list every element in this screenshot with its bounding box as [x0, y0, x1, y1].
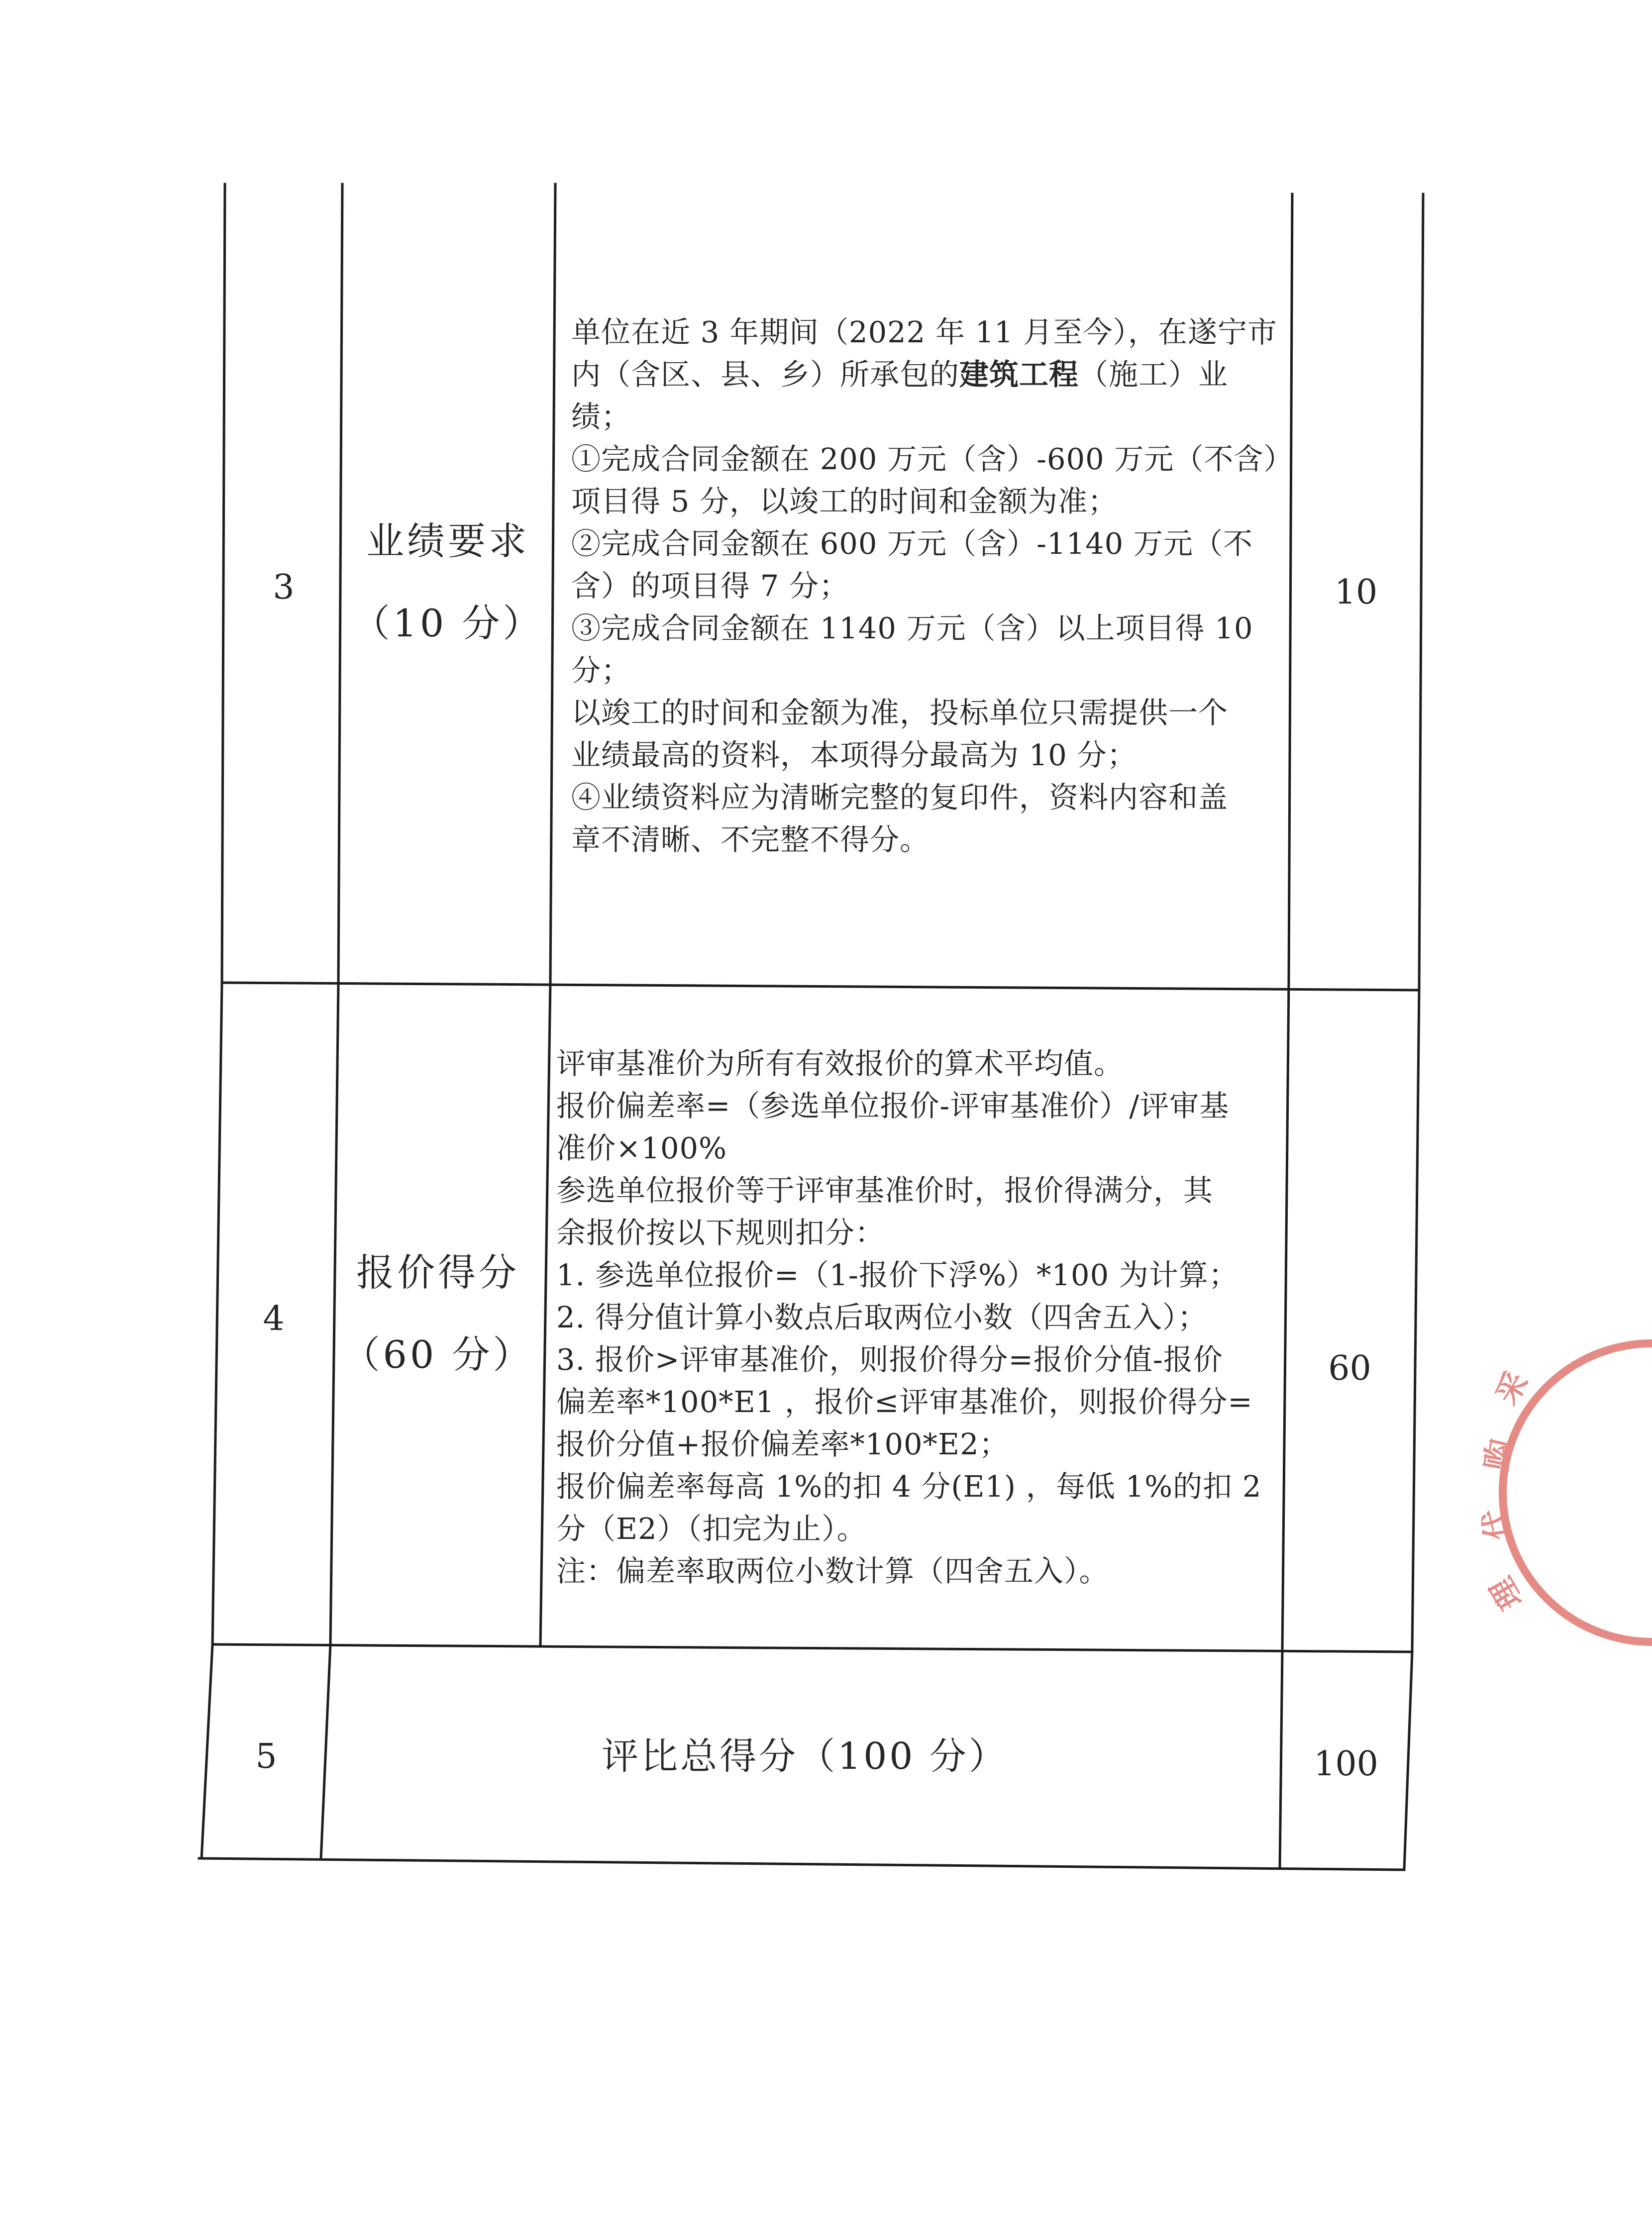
criteria-line: ④业绩资料应为清晰完整的复印件，资料内容和盖	[571, 780, 1229, 814]
seal-char: 购	[1477, 1436, 1519, 1473]
row-4-criteria	[556, 1042, 1261, 1592]
criteria-line: ③完成合同金额在 1140 万元（含）以上项目得 10	[571, 611, 1253, 645]
bold-phrase: 建筑工程	[959, 357, 1079, 392]
row-3-criteria	[571, 311, 1293, 861]
criteria-line: 2. 得分值计算小数点后取两位小数（四舍五入）；	[556, 1300, 1208, 1334]
row-4-item-name	[333, 1204, 542, 1423]
row-3-item-points: （10 分）	[352, 601, 544, 645]
criteria-line: 3. 报价>评审基准价，则报价得分=报价分值-报价	[556, 1342, 1223, 1377]
row-3-item-name	[343, 488, 552, 677]
criteria-line: 章不清晰、不完整不得分。	[571, 822, 930, 857]
criteria-line: 报价分值+报价偏差率*100*E2；	[556, 1427, 1009, 1461]
criteria-line: 内（含区、县、乡）所承包的建筑工程（施工）业	[571, 357, 1229, 392]
table-line	[222, 983, 1419, 990]
criteria-line: 单位在近 3 年期间（2022 年 11 月至今），在遂宁市	[571, 315, 1278, 349]
seal-char: 代	[1476, 1507, 1517, 1542]
row-4-item-points: （60 分）	[342, 1332, 534, 1377]
row-3-score: 10	[1334, 572, 1378, 612]
criteria-line: 余报价按以下规则扣分：	[556, 1216, 885, 1250]
criteria-line: 分；	[571, 653, 631, 688]
criteria-line: 项目得 5 分，以竣工的时间和金额为准；	[571, 484, 1118, 518]
seal-char: 理	[1482, 1571, 1530, 1617]
criteria-line: 报价偏差率每高 1%的扣 4 分(E1) ，每低 1%的扣 2	[556, 1469, 1262, 1504]
total-score-label: 评比总得分（100 分）	[602, 1734, 1008, 1778]
row-4-item-title: 报价得分	[356, 1250, 519, 1295]
criteria-line: 注：偏差率取两位小数计算（四舍五入）。	[556, 1554, 1109, 1588]
row-4-number: 4	[263, 1299, 285, 1338]
criteria-line: 1. 参选单位报价=（1-报价下浮%）*100 为计算；	[556, 1258, 1239, 1292]
row-5-score: 100	[1314, 1744, 1378, 1784]
criteria-line: ②完成合同金额在 600 万元（含）-1140 万元（不	[571, 526, 1253, 561]
criteria-line: 评审基准价为所有有效报价的算术平均值。	[556, 1046, 1124, 1081]
criteria-line: 含）的项目得 7 分；	[571, 569, 849, 603]
seal-char: 采	[1488, 1365, 1535, 1411]
criteria-line: 分（E2）（扣完为止）。	[556, 1512, 867, 1546]
criteria-line: 参选单位报价等于评审基准价时，报价得满分，其	[556, 1173, 1214, 1208]
criteria-line: 准价×100%	[556, 1131, 727, 1165]
criteria-line: 以竣工的时间和金额为准，投标单位只需提供一个	[571, 696, 1229, 730]
criteria-line: 报价偏差率=（参选单位报价-评审基准价）/评审基	[556, 1089, 1230, 1123]
criteria-line: 偏差率*100*E1 ，报价≤评审基准价，则报价得分=	[556, 1385, 1253, 1419]
row-5-number: 5	[255, 1736, 277, 1776]
row-3-item-title: 业绩要求	[366, 519, 529, 563]
criteria-line: 绩；	[571, 400, 631, 434]
row-4-score: 60	[1328, 1348, 1371, 1388]
criteria-line: ①完成合同金额在 200 万元（含）-600 万元（不含）	[571, 442, 1294, 476]
row-3-number: 3	[273, 567, 295, 607]
table-line	[212, 1644, 1412, 1652]
criteria-line: 业绩最高的资料，本项得分最高为 10 分；	[571, 738, 1137, 772]
